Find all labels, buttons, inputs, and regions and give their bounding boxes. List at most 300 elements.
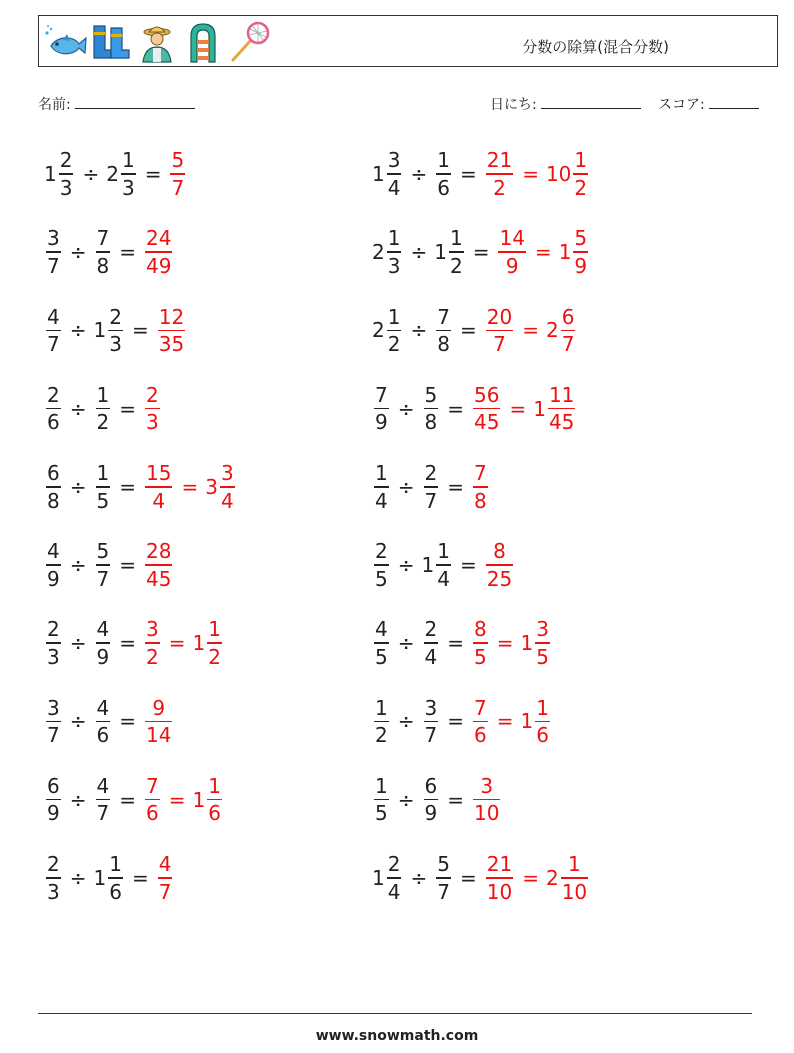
- equals-sign: =: [181, 474, 199, 499]
- worksheet-header: [38, 15, 778, 67]
- date-field[interactable]: [490, 94, 641, 114]
- divide-sign: ÷: [397, 474, 415, 499]
- equals-sign: =: [119, 553, 136, 577]
- numerator: 9: [152, 695, 166, 720]
- numerator: 5: [437, 852, 450, 877]
- numerator: 2: [109, 304, 122, 329]
- denominator: 6: [96, 723, 110, 748]
- mixed-number: [434, 304, 453, 358]
- name-field[interactable]: [38, 94, 195, 114]
- fraction: [96, 382, 111, 436]
- mixed-number: [143, 538, 174, 592]
- mixed-number: [471, 773, 502, 827]
- numerator: 3: [220, 461, 234, 486]
- denominator: 2: [96, 410, 110, 435]
- problem-row: [44, 847, 174, 909]
- mixed-number: [372, 851, 403, 905]
- denominator: 9: [574, 253, 588, 278]
- denominator: 4: [437, 566, 450, 591]
- numerator: 2: [146, 382, 159, 407]
- fraction: [561, 304, 576, 358]
- equals-sign: =: [119, 474, 136, 499]
- denominator: 7: [47, 723, 60, 748]
- denominator: 8: [47, 488, 60, 513]
- problem-row: [44, 378, 162, 440]
- equals-sign: =: [447, 631, 464, 656]
- mixed-number: [533, 382, 577, 436]
- mixed-number: [44, 695, 63, 749]
- numerator: 1: [375, 695, 388, 720]
- numerator: 2: [47, 382, 60, 407]
- problem-row: [372, 612, 552, 674]
- mixed-number: [496, 225, 527, 279]
- fraction: [473, 460, 488, 514]
- denominator: 10: [561, 879, 588, 904]
- problem-row: [372, 847, 590, 909]
- name-blank[interactable]: [75, 94, 195, 109]
- fraction: [486, 538, 513, 592]
- mixed-number: [44, 304, 63, 358]
- fraction: [145, 773, 160, 827]
- mixed-number: [471, 460, 490, 514]
- numerator: 4: [96, 773, 110, 798]
- footer-divider: [38, 1013, 752, 1014]
- denominator: 2: [574, 175, 588, 200]
- divide-sign: ÷: [69, 631, 87, 656]
- footer-url: www.snowmath.com: [315, 1028, 479, 1044]
- mixed-number: [546, 851, 590, 905]
- whole-part: 1: [558, 240, 572, 265]
- fraction: [145, 382, 160, 436]
- numerator: 6: [561, 304, 575, 329]
- denominator: 5: [375, 801, 388, 826]
- mixed-number: [44, 851, 63, 905]
- fraction: [46, 382, 61, 436]
- numerator: 21: [486, 148, 513, 173]
- fraction: [108, 851, 123, 905]
- numerator: 20: [486, 304, 513, 329]
- mixed-number: [94, 382, 113, 436]
- mixed-number: [372, 695, 391, 749]
- fraction: [473, 382, 500, 436]
- numerator: 5: [171, 148, 185, 173]
- denominator: 4: [424, 644, 438, 669]
- divide-sign: ÷: [82, 162, 100, 186]
- problem-row: [44, 299, 187, 361]
- numerator: 2: [387, 852, 401, 877]
- fraction: [498, 225, 525, 279]
- numerator: 11: [548, 382, 575, 407]
- fraction: [374, 382, 389, 436]
- numerator: 2: [47, 617, 60, 642]
- problem-row: [372, 221, 590, 283]
- fraction: [46, 616, 61, 670]
- numerator: 3: [536, 617, 549, 642]
- fraction: [573, 147, 588, 201]
- mixed-number: [372, 225, 403, 279]
- denominator: 49: [146, 253, 172, 278]
- denominator: 7: [158, 879, 172, 904]
- numerator: 3: [146, 617, 159, 642]
- numerator: 1: [375, 773, 388, 798]
- denominator: 7: [424, 723, 438, 748]
- mixed-number: [422, 773, 441, 827]
- denominator: 9: [505, 253, 519, 278]
- denominator: 7: [171, 175, 185, 200]
- whole-part: 2: [372, 240, 385, 265]
- mixed-number: [143, 382, 162, 436]
- mixed-number: [44, 773, 63, 827]
- numerator: 4: [158, 852, 172, 877]
- whole-part: 1: [520, 709, 534, 734]
- divide-sign: ÷: [69, 318, 87, 343]
- fraction: [436, 147, 451, 201]
- mixed-number: [434, 147, 453, 201]
- problem-row: [372, 690, 552, 752]
- fraction: [486, 851, 513, 905]
- problem-row: [44, 221, 174, 283]
- numerator: 4: [96, 695, 110, 720]
- denominator: 2: [375, 723, 388, 748]
- denominator: 4: [152, 488, 166, 513]
- denominator: 4: [375, 488, 388, 513]
- mixed-number: [471, 382, 502, 436]
- numerator: 2: [375, 539, 388, 564]
- denominator: 8: [437, 332, 450, 357]
- numerator: 1: [96, 461, 110, 486]
- numerator: 14: [499, 226, 525, 251]
- fraction: [46, 304, 61, 358]
- fraction: [96, 538, 111, 592]
- fraction: [207, 616, 222, 670]
- fraction: [374, 773, 389, 827]
- fraction: [46, 695, 61, 749]
- mixed-number: [44, 460, 63, 514]
- denominator: 5: [375, 566, 388, 591]
- denominator: 6: [437, 175, 450, 200]
- denominator: 5: [96, 488, 110, 513]
- whole-part: 1: [421, 553, 435, 577]
- problem-row: [44, 534, 174, 596]
- numerator: 3: [47, 695, 60, 720]
- fraction: [46, 460, 61, 514]
- denominator: 9: [96, 644, 110, 669]
- mixed-number: [106, 147, 137, 201]
- numerator: 1: [536, 695, 549, 720]
- numerator: 1: [387, 304, 401, 329]
- whole-part: 2: [372, 318, 385, 343]
- equals-sign: =: [472, 240, 490, 265]
- numerator: 5: [424, 382, 438, 407]
- denominator: 3: [146, 410, 159, 435]
- numerator: 7: [146, 773, 159, 798]
- numerator: 4: [47, 539, 60, 564]
- denominator: 4: [387, 879, 401, 904]
- problem-row: [44, 143, 187, 205]
- mixed-number: [143, 616, 162, 670]
- numerator: 12: [158, 304, 185, 329]
- numerator: 7: [437, 304, 450, 329]
- fraction: [387, 304, 402, 358]
- fraction: [387, 147, 402, 201]
- fraction: [424, 382, 439, 436]
- fraction: [436, 304, 451, 358]
- mixed-number: [372, 304, 403, 358]
- numerator: 28: [146, 539, 172, 564]
- numerator: 2: [47, 852, 60, 877]
- numerator: 5: [574, 226, 588, 251]
- mixed-number: [422, 538, 453, 592]
- mixed-number: [471, 616, 490, 670]
- date-blank[interactable]: [541, 94, 641, 109]
- whole-part: 1: [93, 865, 107, 890]
- numerator: 21: [486, 852, 513, 877]
- numerator: 2: [424, 617, 438, 642]
- equals-sign: =: [447, 474, 464, 499]
- divide-sign: ÷: [410, 865, 428, 890]
- mixed-number: [471, 695, 490, 749]
- problem-row: [44, 612, 224, 674]
- equals-sign: =: [522, 162, 539, 186]
- mixed-number: [143, 695, 174, 749]
- fraction: [486, 304, 513, 358]
- fraction: [158, 304, 185, 358]
- denominator: 9: [424, 801, 438, 826]
- mixed-number: [372, 382, 391, 436]
- fraction: [145, 695, 172, 749]
- numerator: 1: [208, 617, 221, 642]
- numerator: 3: [480, 773, 494, 798]
- equals-sign: =: [119, 709, 136, 734]
- date-label: 日にち:: [490, 97, 537, 113]
- fraction: [374, 695, 389, 749]
- mixed-number: [94, 304, 125, 358]
- mixed-number: [546, 147, 590, 201]
- numerator: 1: [208, 773, 221, 798]
- fraction: [46, 225, 61, 279]
- numerator: 4: [96, 617, 110, 642]
- score-blank[interactable]: [709, 94, 759, 109]
- fraction: [449, 225, 464, 279]
- fraction: [145, 538, 172, 592]
- fraction: [535, 695, 550, 749]
- denominator: 4: [387, 175, 401, 200]
- fraction: [59, 147, 74, 201]
- fraction: [374, 460, 389, 514]
- fraction: [121, 147, 136, 201]
- divide-sign: ÷: [410, 240, 428, 265]
- numerator: 3: [47, 226, 60, 251]
- whole-part: 1: [520, 631, 534, 656]
- score-field[interactable]: [658, 94, 759, 114]
- fraction: [548, 382, 575, 436]
- numerator: 6: [424, 773, 438, 798]
- denominator: 7: [493, 332, 506, 357]
- worksheet-title: 分数の除算(混合分数): [522, 38, 669, 56]
- numerator: 56: [474, 382, 500, 407]
- denominator: 5: [536, 644, 549, 669]
- denominator: 3: [47, 644, 60, 669]
- mixed-number: [94, 851, 125, 905]
- equals-sign: =: [144, 162, 162, 186]
- mixed-number: [143, 773, 162, 827]
- equals-sign: =: [168, 631, 186, 656]
- divide-sign: ÷: [397, 396, 415, 421]
- divide-sign: ÷: [69, 553, 87, 577]
- fraction: [424, 773, 439, 827]
- mixed-number: [44, 616, 63, 670]
- numerator: 8: [493, 539, 506, 564]
- denominator: 8: [424, 410, 438, 435]
- denominator: 7: [47, 253, 60, 278]
- fraction: [374, 616, 389, 670]
- problem-row: [372, 299, 577, 361]
- fraction: [108, 304, 123, 358]
- numerator: 15: [146, 461, 172, 486]
- fraction: [145, 460, 172, 514]
- equals-sign: =: [459, 162, 477, 186]
- mixed-number: [94, 616, 113, 670]
- numerator: 3: [387, 148, 401, 173]
- numerator: 1: [375, 461, 388, 486]
- numerator: 6: [47, 773, 60, 798]
- problem-row: [372, 456, 490, 518]
- denominator: 10: [486, 879, 513, 904]
- fraction: [96, 225, 111, 279]
- mixed-number: [372, 616, 391, 670]
- denominator: 7: [96, 801, 110, 826]
- denominator: 6: [208, 801, 221, 826]
- numerator: 1: [437, 539, 450, 564]
- problem-row: [44, 690, 174, 752]
- mixed-number: [156, 851, 175, 905]
- mixed-number: [484, 851, 515, 905]
- divide-sign: ÷: [397, 787, 415, 812]
- mixed-number: [156, 304, 187, 358]
- denominator: 5: [474, 644, 487, 669]
- fraction: [96, 773, 111, 827]
- denominator: 7: [437, 879, 450, 904]
- denominator: 6: [146, 801, 159, 826]
- problem-row: [44, 769, 224, 831]
- mixed-number: [44, 538, 63, 592]
- denominator: 2: [208, 644, 221, 669]
- divide-sign: ÷: [397, 631, 415, 656]
- fraction: [573, 225, 588, 279]
- denominator: 14: [146, 723, 172, 748]
- denominator: 8: [96, 253, 110, 278]
- numerator: 2: [59, 148, 73, 173]
- problem-row: [372, 534, 515, 596]
- denominator: 10: [474, 801, 500, 826]
- mixed-number: [44, 382, 63, 436]
- numerator: 1: [121, 148, 135, 173]
- equals-sign: =: [509, 396, 527, 421]
- divide-sign: ÷: [397, 553, 415, 577]
- divide-sign: ÷: [397, 709, 415, 734]
- whole-part: 2: [545, 318, 559, 343]
- fraction: [473, 695, 488, 749]
- denominator: 35: [158, 332, 185, 357]
- divide-sign: ÷: [69, 240, 87, 265]
- denominator: 7: [96, 566, 110, 591]
- numerator: 1: [109, 852, 122, 877]
- denominator: 3: [59, 175, 73, 200]
- numerator: 1: [387, 226, 401, 251]
- denominator: 6: [109, 879, 122, 904]
- denominator: 6: [474, 723, 487, 748]
- fraction: [387, 851, 402, 905]
- header-icons: [43, 20, 271, 64]
- fraction: [207, 773, 222, 827]
- whole-part: 10: [545, 162, 572, 186]
- whole-part: 1: [93, 318, 107, 343]
- numerator: 1: [574, 148, 588, 173]
- fraction: [436, 538, 451, 592]
- numerator: 1: [96, 382, 110, 407]
- numerator: 1: [449, 226, 463, 251]
- numerator: 7: [474, 695, 487, 720]
- mixed-number: [422, 460, 441, 514]
- fraction: [424, 695, 439, 749]
- denominator: 2: [387, 332, 401, 357]
- fraction: [96, 695, 111, 749]
- fraction: [46, 851, 61, 905]
- denominator: 9: [47, 566, 60, 591]
- whole-part: 2: [545, 865, 559, 890]
- numerator: 1: [437, 148, 450, 173]
- equals-sign: =: [131, 865, 149, 890]
- mixed-number: [205, 460, 236, 514]
- whole-part: 1: [44, 162, 57, 186]
- denominator: 25: [486, 566, 513, 591]
- whole-part: 1: [372, 865, 385, 890]
- problem-row: [372, 378, 577, 440]
- fraction: [96, 616, 111, 670]
- fraction: [220, 460, 235, 514]
- denominator: 45: [146, 566, 172, 591]
- mixed-number: [44, 147, 75, 201]
- denominator: 3: [387, 253, 401, 278]
- divide-sign: ÷: [69, 865, 87, 890]
- fraction: [145, 225, 172, 279]
- mixed-number: [94, 225, 113, 279]
- mixed-number: [143, 460, 174, 514]
- mixed-number: [422, 382, 441, 436]
- mixed-number: [484, 304, 515, 358]
- whole-part: 1: [192, 631, 206, 656]
- equals-sign: =: [496, 631, 514, 656]
- numerator: 2: [424, 461, 438, 486]
- equals-sign: =: [459, 318, 477, 343]
- denominator: 2: [146, 644, 159, 669]
- denominator: 5: [375, 644, 388, 669]
- divide-sign: ÷: [410, 162, 428, 186]
- fraction: [46, 538, 61, 592]
- mixed-number: [193, 773, 224, 827]
- whole-part: 1: [372, 162, 385, 186]
- denominator: 2: [449, 253, 463, 278]
- equals-sign: =: [447, 787, 464, 812]
- numerator: 7: [375, 382, 388, 407]
- score-label: スコア:: [658, 97, 705, 113]
- fraction: [374, 538, 389, 592]
- fraction: [46, 773, 61, 827]
- equals-sign: =: [168, 787, 186, 812]
- mixed-number: [372, 460, 391, 514]
- mixed-number: [168, 147, 187, 201]
- fraction: [535, 616, 550, 670]
